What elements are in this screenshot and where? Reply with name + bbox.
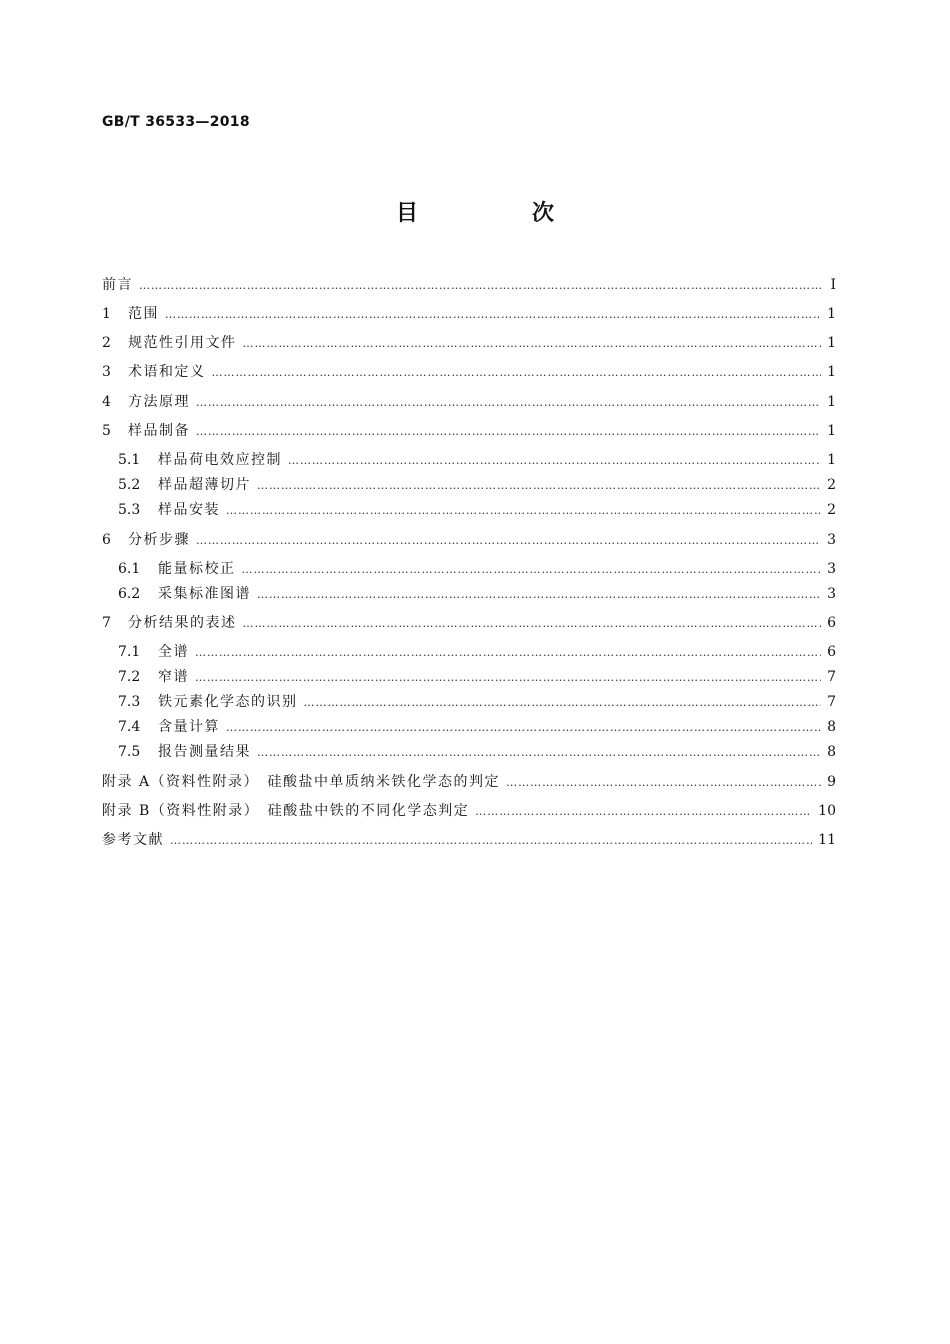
toc-entry-number: 7.5 [118,744,141,760]
toc-entry-label: 分析步骤 [128,532,190,548]
toc-entry-label: 全谱 [158,644,189,660]
toc-entry-label: 样品制备 [128,423,190,439]
toc-entry-7-3[interactable] [118,692,836,712]
toc-entry-number: 7.2 [118,669,141,685]
toc-entry-5[interactable] [102,421,836,441]
leader-dots [288,451,821,471]
toc-entry-6[interactable] [102,530,836,550]
leader-dots [243,614,822,634]
toc-entry-number: 3 [102,364,111,380]
toc-entry-number: 6 [102,532,111,548]
leader-dots [475,802,812,822]
toc-entry-page: 3 [827,561,836,577]
leader-dots [196,393,821,413]
toc-entry-page: 8 [827,719,836,735]
toc-entry-number: 1 [102,306,111,322]
toc-entry-label: 样品安装 [158,502,220,518]
toc-entry-label: 窄谱 [158,669,189,685]
toc-entry-page: 9 [827,774,836,790]
toc-entry-number: 7 [102,615,111,631]
toc-entry-page: 1 [827,306,836,322]
toc-entry-label: 术语和定义 [128,364,206,380]
leader-dots [196,531,821,551]
toc-entry-page: Ⅰ [830,277,836,293]
leader-dots [257,743,821,763]
leader-dots [304,693,822,713]
toc-entry-label: 样品荷电效应控制 [158,452,282,468]
toc-entry-label: 附录 B（资料性附录） 硅酸盐中铁的不同化学态判定 [102,803,470,819]
toc-entry-page: 1 [827,452,836,468]
toc-entry-label: 采集标准图谱 [158,586,251,602]
leader-dots [226,501,821,521]
toc-entry-page: 6 [827,615,836,631]
toc-entry-number: 7.1 [118,644,141,660]
toc-entry-page: 1 [827,423,836,439]
toc-entry-7-2[interactable] [118,667,836,687]
toc-entry-label: 铁元素化学态的识别 [158,694,298,710]
leader-dots [257,476,821,496]
toc-entry-5-3[interactable] [118,500,836,520]
toc-entry-number: 4 [102,394,111,410]
toc-entry-page: 3 [827,532,836,548]
toc-entry-number: 2 [102,335,111,351]
toc-entry-number: 5.1 [118,452,141,468]
toc-entry-page: 2 [827,502,836,518]
toc-entry-number: 7.4 [118,719,141,735]
toc-entry-page: 8 [827,744,836,760]
standard-code: GB/T 36533—2018 [102,114,250,130]
toc-entry-label: 含量计算 [158,719,220,735]
toc-entry-2[interactable] [102,333,836,353]
toc-entry-number: 6.2 [118,586,141,602]
toc-entry-7-4[interactable] [118,717,836,737]
toc-entry-label: 范围 [128,306,159,322]
toc-entry-label: 样品超薄切片 [158,477,251,493]
toc-entry-label: 参考文献 [102,832,164,848]
toc-entry-3[interactable] [102,362,836,382]
toc-entry-7-1[interactable] [118,642,836,662]
toc-entry-7[interactable] [102,613,836,633]
toc-entry-appendix-a[interactable] [102,772,836,792]
toc-entry-7-5[interactable] [118,742,836,762]
toc-entry-page: 7 [827,669,836,685]
toc-entry-4[interactable] [102,392,836,412]
leader-dots [196,422,821,442]
toc-entry-number: 7.3 [118,694,141,710]
toc-entry-label: 方法原理 [128,394,190,410]
toc-entry-label: 报告测量结果 [158,744,251,760]
leader-dots [195,643,821,663]
toc-entry-number: 5.2 [118,477,141,493]
toc-entry-page: 7 [827,694,836,710]
toc-entry-foreword[interactable] [102,275,836,295]
toc-entry-5-2[interactable] [118,475,836,495]
toc-entry-label: 规范性引用文件 [128,335,237,351]
toc-entry-references[interactable] [102,830,836,850]
leader-dots [226,718,821,738]
toc-entry-page: 2 [827,477,836,493]
page-title: 目 次 [395,201,600,226]
toc-entry-label: 附录 A（资料性附录） 硅酸盐中单质纳米铁化学态的判定 [102,774,501,790]
toc-entry-number: 5 [102,423,111,439]
toc-entry-6-1[interactable] [118,559,836,579]
toc-entry-number: 5.3 [118,502,141,518]
toc-entry-number: 6.1 [118,561,141,577]
toc-entry-page: 6 [827,644,836,660]
toc-entry-1[interactable] [102,304,836,324]
leader-dots [257,585,821,605]
leader-dots [170,831,812,851]
leader-dots [242,560,822,580]
leader-dots [506,773,821,793]
toc-entry-label: 能量标校正 [158,561,236,577]
leader-dots [243,334,822,354]
toc-entry-page: 11 [818,832,836,848]
toc-entry-page: 1 [827,364,836,380]
toc-entry-6-2[interactable] [118,584,836,604]
toc-entry-page: 3 [827,586,836,602]
toc-entry-page: 1 [827,394,836,410]
leader-dots [165,305,821,325]
leader-dots [195,668,821,688]
leader-dots [139,276,822,296]
toc-entry-5-1[interactable] [118,450,836,470]
toc-entry-label: 前言 [102,277,133,293]
leader-dots [212,363,822,383]
toc-entry-appendix-b[interactable] [102,801,836,821]
toc-entry-page: 10 [818,803,836,819]
toc-entry-page: 1 [827,335,836,351]
toc-entry-label: 分析结果的表述 [128,615,237,631]
